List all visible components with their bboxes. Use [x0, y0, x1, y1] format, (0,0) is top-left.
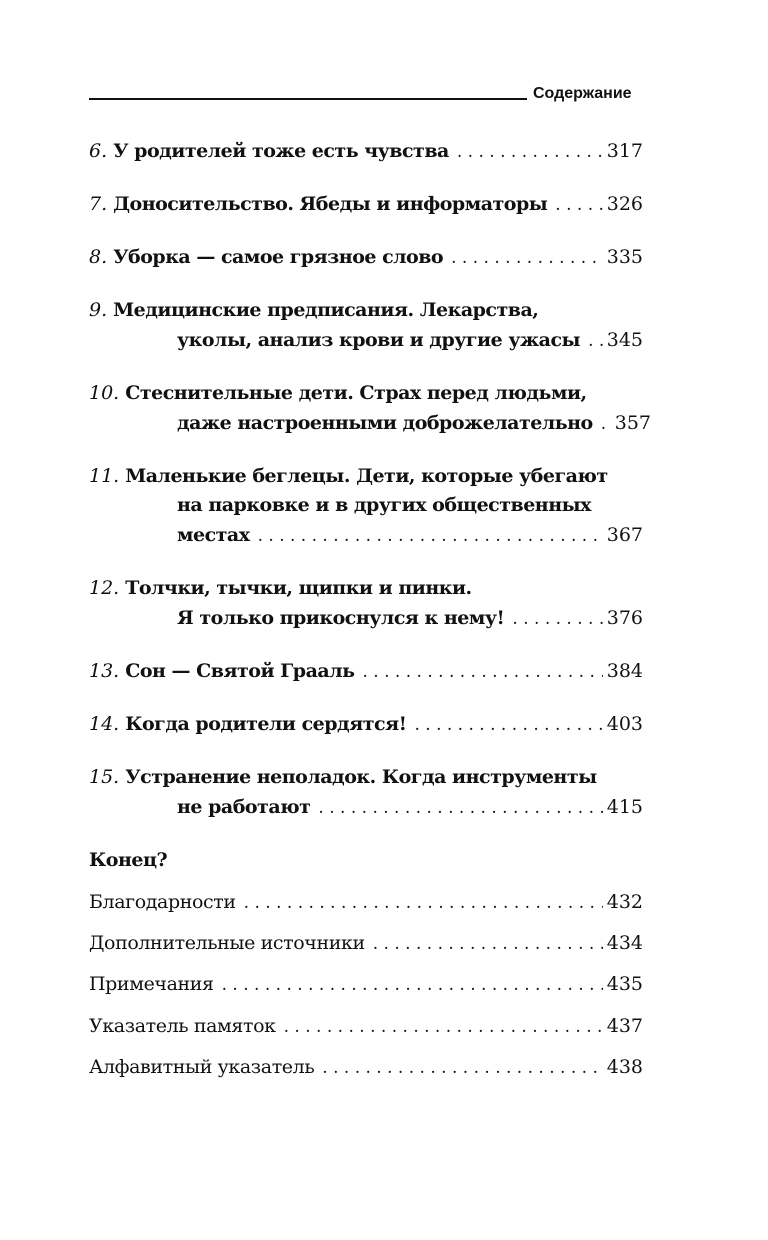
page-number: 335 — [606, 246, 643, 268]
toc-entry-chapter-7[interactable] — [89, 190, 643, 218]
toc-entry-chapter-13[interactable] — [89, 657, 643, 685]
chapter-number: 7. — [89, 193, 108, 215]
page-number: 345 — [606, 329, 643, 351]
toc-entry-notes[interactable] — [89, 970, 643, 998]
toc-entry-chapter-11-cont-1[interactable] — [177, 491, 643, 519]
toc-entry-chapter-15-cont[interactable] — [177, 793, 643, 821]
toc-entry-acknowledgements[interactable] — [89, 888, 643, 916]
toc-entry-chapter-12[interactable] — [89, 574, 643, 602]
page-number: 376 — [606, 607, 643, 629]
leader-dots — [588, 326, 603, 355]
page-number: 437 — [606, 1015, 643, 1037]
toc-entry-chapter-10-cont[interactable] — [177, 409, 651, 437]
toc-entry-memo-index[interactable] — [89, 1012, 643, 1040]
page-number: 357 — [614, 412, 651, 434]
page-number: 434 — [606, 932, 643, 954]
toc-entry-chapter-9[interactable] — [89, 296, 643, 324]
chapter-title: У родителей тоже есть чувства — [113, 140, 449, 162]
leader-dots — [601, 409, 611, 438]
chapter-number: 12. — [89, 577, 120, 599]
chapter-number: 14. — [89, 713, 120, 735]
chapter-title: Медицинские предписания. Лекарства, — [113, 299, 539, 321]
leader-dots — [244, 888, 603, 917]
page-number: 317 — [606, 140, 643, 162]
leader-dots — [284, 1012, 603, 1041]
chapter-title: Доносительство. Ябеды и информаторы — [113, 193, 548, 215]
leader-dots — [222, 970, 603, 999]
page-number: 415 — [606, 796, 643, 818]
chapter-number: 8. — [89, 246, 108, 268]
leader-dots — [318, 793, 602, 822]
toc-entry-chapter-10[interactable] — [89, 379, 643, 407]
page-number: 432 — [606, 891, 643, 913]
chapter-title: Маленькие беглецы. Дети, которые убегают — [125, 465, 608, 487]
chapter-number: 9. — [89, 299, 108, 321]
entry-title: Благодарности — [89, 891, 236, 913]
chapter-number: 6. — [89, 140, 108, 162]
leader-dots — [322, 1053, 602, 1082]
leader-dots — [373, 929, 603, 958]
toc-entry-chapter-12-cont[interactable] — [177, 604, 643, 632]
entry-title: Примечания — [89, 973, 214, 995]
toc-entry-chapter-14[interactable] — [89, 710, 643, 738]
toc-entry-chapter-6[interactable] — [89, 137, 643, 165]
chapter-title-continuation: Я только прикоснулся к нему! — [177, 607, 505, 629]
leader-dots — [451, 243, 603, 272]
entry-title: Указатель памяток — [89, 1015, 276, 1037]
leader-dots — [362, 657, 602, 686]
leader-dots — [414, 710, 602, 739]
chapter-title-continuation: даже настроенными доброжелательно — [177, 412, 593, 434]
leader-dots — [258, 521, 603, 550]
chapter-number: 13. — [89, 660, 120, 682]
chapter-title-continuation: местах — [177, 524, 250, 546]
entry-title: Дополнительные источники — [89, 932, 365, 954]
page-number: 367 — [606, 524, 643, 546]
leader-dots — [555, 190, 602, 219]
page-number: 403 — [606, 713, 643, 735]
header-rule — [89, 98, 527, 100]
chapter-title: Уборка — самое грязное слово — [113, 246, 444, 268]
chapter-title: Сон — Святой Грааль — [125, 660, 355, 682]
leader-dots — [512, 604, 602, 633]
chapter-title-continuation: на парковке и в других общественных — [177, 494, 591, 516]
toc-entry-chapter-15[interactable] — [89, 763, 643, 791]
page-number: 384 — [606, 660, 643, 682]
chapter-title: Устранение неполадок. Когда инструменты — [125, 766, 597, 788]
toc-entry-alphabetical-index[interactable] — [89, 1053, 643, 1081]
entry-title: Алфавитный указатель — [89, 1056, 315, 1078]
toc-entry-chapter-8[interactable] — [89, 243, 643, 271]
page-number: 438 — [606, 1056, 643, 1078]
toc-entry-chapter-11[interactable] — [89, 462, 643, 490]
chapter-number: 10. — [89, 382, 120, 404]
toc-entry-additional-sources[interactable] — [89, 929, 643, 957]
chapter-title-continuation: уколы, анализ крови и другие ужасы — [177, 329, 581, 351]
page-number: 326 — [606, 193, 643, 215]
section-heading[interactable]: Конец? — [89, 849, 168, 871]
chapter-title-continuation: не работают — [177, 796, 311, 818]
toc-entry-chapter-11-cont-2[interactable] — [177, 521, 643, 549]
toc-entry-chapter-9-cont[interactable] — [177, 326, 643, 354]
leader-dots — [457, 137, 603, 166]
page-number: 435 — [606, 973, 643, 995]
chapter-number: 15. — [89, 766, 120, 788]
chapter-title: Стеснительные дети. Страх перед людьми, — [125, 382, 587, 404]
chapter-number: 11. — [89, 465, 120, 487]
chapter-title: Толчки, тычки, щипки и пинки. — [125, 577, 472, 599]
running-header: Содержание — [533, 85, 632, 102]
chapter-title: Когда родители сердятся! — [125, 713, 407, 735]
